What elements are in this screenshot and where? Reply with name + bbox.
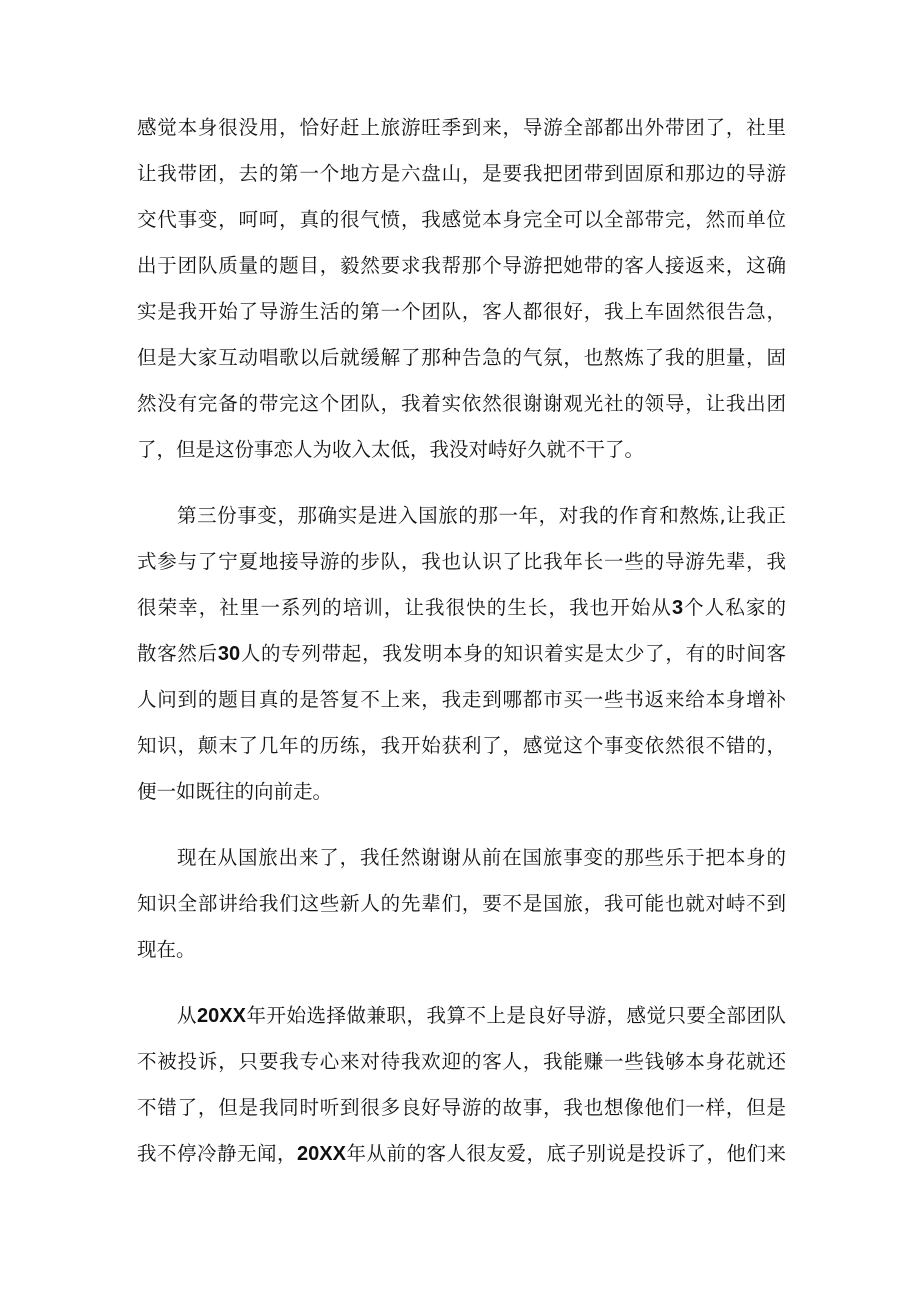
number-run: 20XX [297, 1143, 346, 1165]
text-line [137, 588, 786, 628]
text-run: 我不停冷静无闻， [137, 1142, 298, 1165]
text-line: 人问到的题目真的是答复不上来，我走到哪都市买一些书返来给本身增补 [137, 688, 786, 711]
text-line: 知识，颠末了几年的历练，我开始获利了，感觉这个事变依然很不错的， [137, 734, 786, 757]
text-line: 让我带团，去的第一个地方是六盘山，是要我把团带到固原和那边的导游 [137, 162, 786, 185]
text-line: 第三份事变，那确实是进入国旅的那一年，对我的作育和熬炼,让我正 [177, 504, 786, 527]
text-line: 了，但是这份事恋人为收入太低，我没对峙好久就不干了。 [137, 438, 645, 461]
text-line [137, 1134, 786, 1174]
text-line: 便一如既往的向前走。 [137, 780, 333, 803]
text-line: 实是我开始了导游生活的第一个团队，客人都很好，我上车固然很告急， [137, 300, 786, 323]
text-line: 不错了，但是我同时听到很多良好导游的故事，我也想像他们一样，但是 [137, 1096, 786, 1119]
text-line: 现在。 [137, 938, 196, 961]
text-line: 出于团队质量的题目，毅然要求我帮那个导游把她带的客人接返来，这确 [137, 254, 786, 277]
text-run: 年从前的客人很友爱，底子别说是投诉了，他们来 [345, 1142, 786, 1165]
text-line: 感觉本身很没用，恰好赶上旅游旺季到来，导游全部都出外带团了，社里 [137, 116, 786, 139]
text-line: 但是大家互动唱歌以后就缓解了那种告急的气氛，也熬炼了我的胆量，固 [137, 346, 786, 369]
text-line: 式参与了宁夏地接导游的步队，我也认识了比我年长一些的导游先辈，我 [137, 550, 786, 573]
text-line: 然没有完备的带完这个团队，我着实依然很谢谢观光社的领导，让我出团 [137, 392, 786, 415]
number-run: 3 [671, 597, 684, 619]
text-run: 人的专列带起，我发明本身的知识着实是太少了，有的时间客 [240, 642, 786, 665]
text-line [177, 996, 786, 1036]
number-run: 30 [217, 643, 241, 665]
text-run: 散客然后 [137, 642, 218, 665]
text-line: 知识全部讲给我们这些新人的先辈们，要不是国旅，我可能也就对峙不到 [137, 892, 786, 915]
text-run: 个人私家的 [683, 596, 786, 619]
text-line: 不被投诉，只要我专心来对待我欢迎的客人，我能赚一些钱够本身花就还 [137, 1050, 786, 1073]
text-line: 现在从国旅出来了，我任然谢谢从前在国旅事变的那些乐于把本身的 [177, 846, 786, 869]
text-run: 从 [177, 1004, 198, 1027]
number-run: 20XX [197, 1005, 246, 1027]
text-run: 很荣幸，社里一系列的培训，让我很快的生长，我也开始从 [137, 596, 672, 619]
text-line: 交代事变，呵呵，真的很气愤，我感觉本身完全可以全部带完，然而单位 [137, 208, 786, 231]
text-run: 年开始选择做兼职，我算不上是良好导游，感觉只要全部团队 [245, 1004, 786, 1027]
text-line [137, 634, 786, 674]
